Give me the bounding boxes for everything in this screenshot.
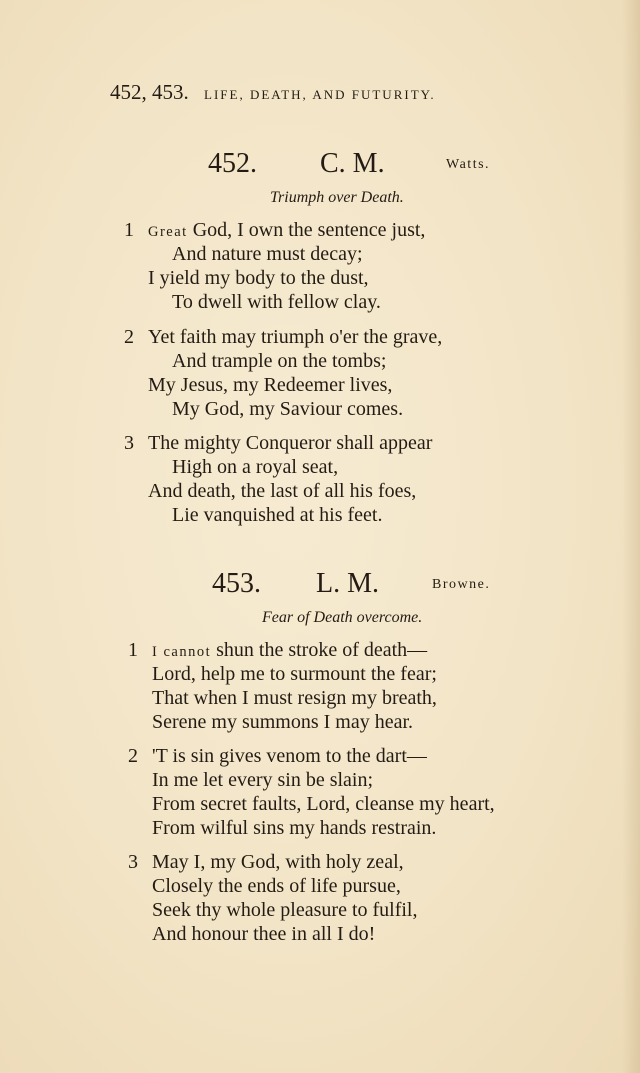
hymn-subtitle: Fear of Death overcome. — [262, 609, 423, 626]
page-edge-shadow — [622, 0, 640, 1073]
hymn-meter: L. M. — [316, 568, 379, 599]
verse-line: Serene my summons I may hear. — [152, 711, 414, 733]
verse-line: And death, the last of all his foes, — [148, 480, 417, 502]
stanza-number: 3 — [128, 851, 138, 873]
verse-line — [152, 639, 427, 662]
hymn-453-heading — [212, 568, 522, 604]
stanza-number: 1 — [124, 219, 134, 241]
verse-line: And honour thee in all I do! — [152, 923, 376, 945]
hymn-number: 452. — [208, 148, 257, 179]
verse-line: High on a royal seat, — [172, 456, 339, 478]
verse-line: Lord, help me to surmount the fear; — [152, 663, 437, 685]
verse-line: That when I must resign my breath, — [152, 687, 437, 709]
header-page-numbers: 452, 453. — [110, 80, 189, 104]
verse-line: In me let every sin be slain; — [152, 769, 374, 791]
verse-line: 'T is sin gives venom to the dart— — [152, 745, 427, 767]
verse-line: To dwell with fellow clay. — [172, 291, 381, 313]
verse-line: May I, my God, with holy zeal, — [152, 851, 404, 873]
stanza-number: 2 — [128, 745, 138, 767]
verse-line-opening-word: Great — [148, 224, 188, 240]
stanza-number: 3 — [124, 432, 134, 454]
verse-line-opening-word: I cannot — [152, 644, 212, 660]
verse-line: My God, my Saviour comes. — [172, 398, 404, 420]
hymn-author: Browne. — [432, 577, 491, 592]
hymn-number: 453. — [212, 568, 261, 599]
verse-line-text: shun the stroke of death— — [211, 639, 428, 661]
running-header — [110, 80, 436, 105]
verse-line: And trample on the tombs; — [172, 350, 387, 372]
verse-line: I yield my body to the dust, — [148, 267, 369, 289]
verse-line-text: God, I own the sentence just, — [187, 219, 426, 241]
verse-line: Closely the ends of life pursue, — [152, 875, 401, 897]
verse-line: Seek thy whole pleasure to fulfil, — [152, 899, 418, 921]
hymn-subtitle: Triumph over Death. — [270, 189, 404, 206]
verse-line: Lie vanquished at his feet. — [172, 504, 383, 526]
stanza-number: 2 — [124, 326, 134, 348]
verse-line: And nature must decay; — [172, 243, 363, 265]
stanza-number: 1 — [128, 639, 138, 661]
hymn-452-heading — [208, 148, 518, 184]
hymn-meter: C. M. — [320, 148, 385, 179]
verse-line: The mighty Conqueror shall appear — [148, 432, 433, 454]
verse-line: Yet faith may triumph o'er the grave, — [148, 326, 443, 348]
verse-line: My Jesus, my Redeemer lives, — [148, 374, 393, 396]
verse-line — [148, 219, 425, 242]
header-title: LIFE, DEATH, AND FUTURITY. — [204, 87, 436, 102]
verse-line: From wilful sins my hands restrain. — [152, 817, 437, 839]
verse-line: From secret faults, Lord, cleanse my heart, — [152, 793, 495, 815]
hymn-author: Watts. — [446, 157, 491, 172]
